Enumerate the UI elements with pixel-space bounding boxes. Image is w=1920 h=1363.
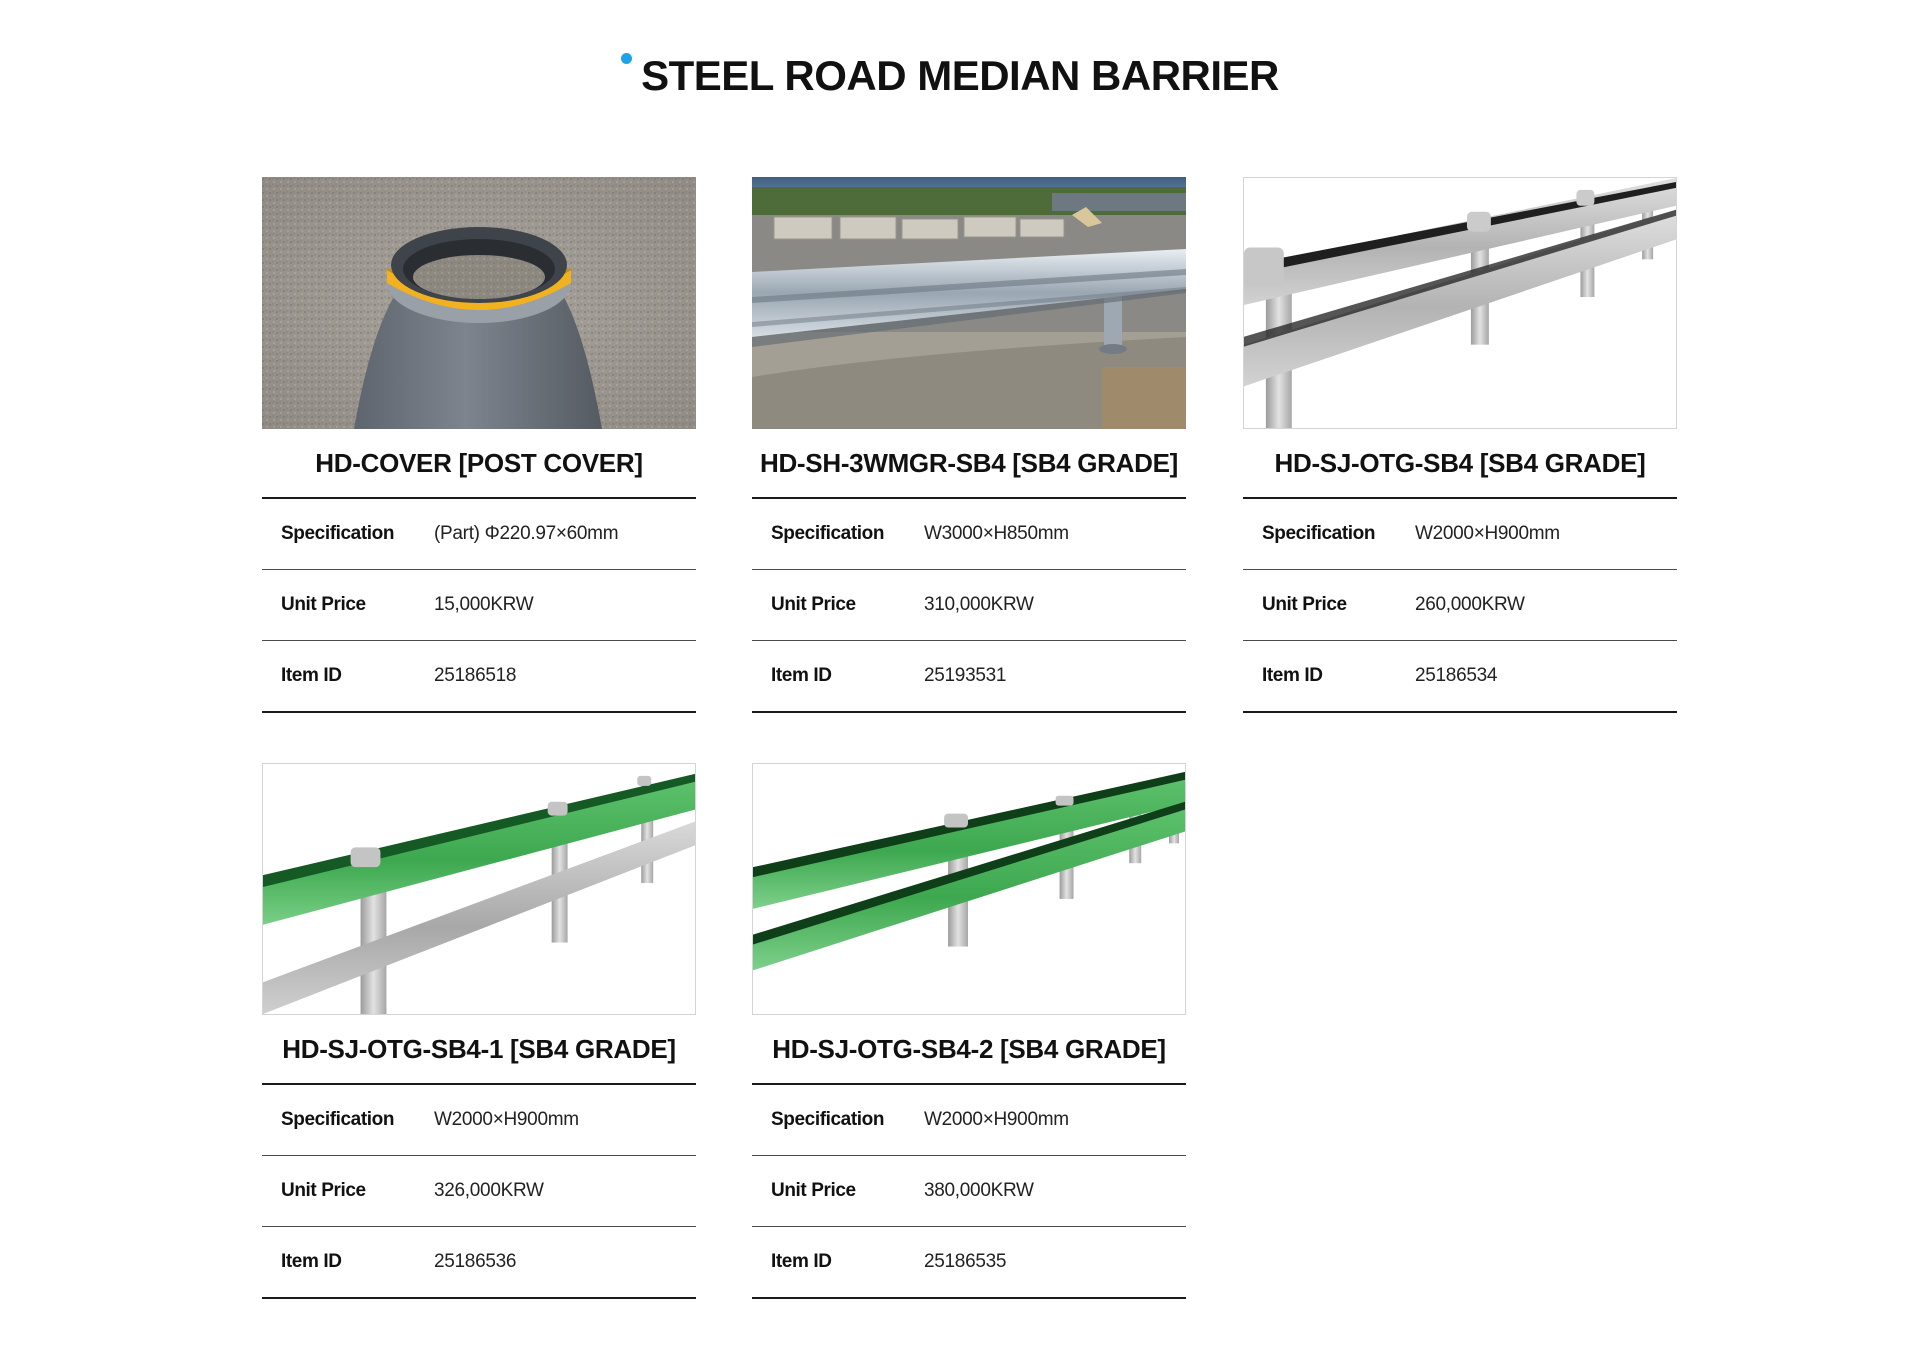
spec-row-item-id — [752, 1227, 1186, 1299]
spec-row-unit-price — [262, 1156, 696, 1227]
spec-value: W3000×H850mm — [924, 523, 1069, 544]
spec-label: Specification — [281, 523, 395, 544]
product-name: HD-SJ-OTG-SB4 [SB4 GRADE] — [1243, 429, 1677, 499]
spec-label: Specification — [771, 523, 885, 544]
product-card — [262, 763, 696, 1299]
green-gray-rail-image — [263, 764, 695, 1014]
product-card — [752, 177, 1186, 713]
spec-label: Specification — [1262, 523, 1376, 544]
spec-row-item-id — [262, 641, 696, 713]
price-value: 310,000KRW — [924, 594, 1034, 615]
spec-value: (Part) Φ220.97×60mm — [434, 523, 619, 544]
green-gray-rail-render[interactable] — [262, 763, 696, 1015]
product-card — [752, 763, 1186, 1299]
gray-double-rail-render[interactable] — [1243, 177, 1677, 429]
spec-row-unit-price — [752, 570, 1186, 641]
item-id-label: Item ID — [281, 1251, 342, 1272]
post-cover-photo[interactable] — [262, 177, 696, 429]
item-id-value: 25186535 — [924, 1251, 1007, 1272]
gray-rail-image — [1244, 178, 1676, 428]
product-name: HD-SJ-OTG-SB4-2 [SB4 GRADE] — [752, 1015, 1186, 1085]
title-accent-dot — [621, 53, 632, 64]
spec-row-specification — [752, 1085, 1186, 1156]
price-label: Unit Price — [771, 1180, 856, 1201]
spec-row-specification — [262, 1085, 696, 1156]
spec-row-specification — [262, 499, 696, 570]
item-id-value: 25186534 — [1415, 665, 1498, 686]
spec-row-item-id — [262, 1227, 696, 1299]
item-id-label: Item ID — [771, 665, 832, 686]
product-name: HD-SH-3WMGR-SB4 [SB4 GRADE] — [752, 429, 1186, 499]
item-id-label: Item ID — [281, 665, 342, 686]
green-double-rail-image — [753, 764, 1185, 1014]
spec-label: Specification — [281, 1109, 395, 1130]
guardrail-roadside-photo[interactable] — [752, 177, 1186, 429]
price-label: Unit Price — [281, 1180, 366, 1201]
spec-row-item-id — [1243, 641, 1677, 713]
page-title-text: STEEL ROAD MEDIAN BARRIER — [641, 52, 1279, 99]
item-id-value: 25193531 — [924, 665, 1007, 686]
post-cover-image — [262, 177, 696, 429]
guardrail-photo-image — [752, 177, 1186, 429]
spec-row-specification — [752, 499, 1186, 570]
spec-value: W2000×H900mm — [924, 1109, 1069, 1130]
price-label: Unit Price — [771, 594, 856, 615]
spec-label: Specification — [771, 1109, 885, 1130]
item-id-value: 25186518 — [434, 665, 517, 686]
price-label: Unit Price — [1262, 594, 1347, 615]
spec-row-unit-price — [262, 570, 696, 641]
price-value: 15,000KRW — [434, 594, 534, 615]
price-value: 260,000KRW — [1415, 594, 1525, 615]
spec-row-specification — [1243, 499, 1677, 570]
spec-row-item-id — [752, 641, 1186, 713]
item-id-label: Item ID — [1262, 665, 1323, 686]
product-card — [262, 177, 696, 713]
item-id-value: 25186536 — [434, 1251, 517, 1272]
spec-row-unit-price — [1243, 570, 1677, 641]
product-name: HD-COVER [POST COVER] — [262, 429, 696, 499]
price-label: Unit Price — [281, 594, 366, 615]
price-value: 380,000KRW — [924, 1180, 1034, 1201]
price-value: 326,000KRW — [434, 1180, 544, 1201]
spec-value: W2000×H900mm — [434, 1109, 579, 1130]
green-double-rail-render[interactable] — [752, 763, 1186, 1015]
item-id-label: Item ID — [771, 1251, 832, 1272]
product-card — [1243, 177, 1677, 713]
product-name: HD-SJ-OTG-SB4-1 [SB4 GRADE] — [262, 1015, 696, 1085]
page-title — [0, 52, 1920, 100]
spec-row-unit-price — [752, 1156, 1186, 1227]
spec-value: W2000×H900mm — [1415, 523, 1560, 544]
